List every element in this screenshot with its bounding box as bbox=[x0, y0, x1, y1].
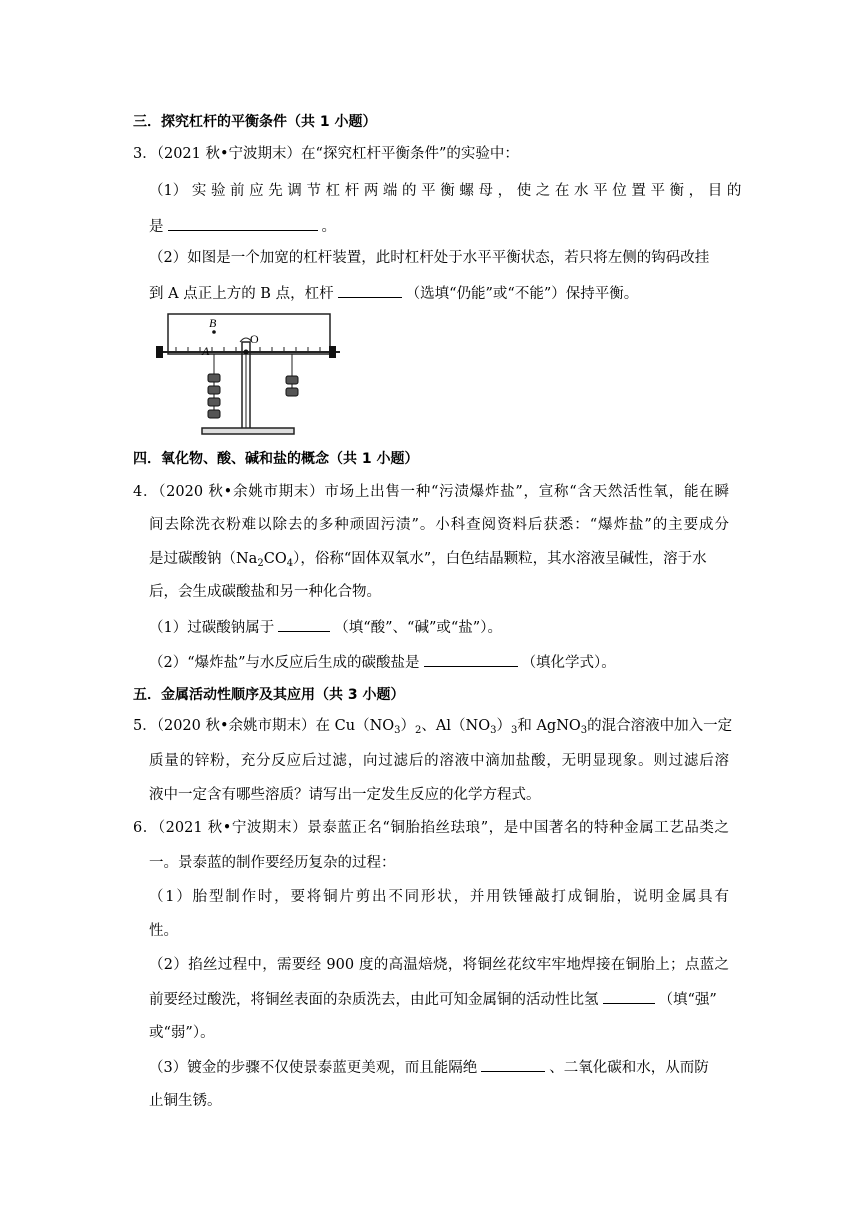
q5-l1-e: 和 AgNO bbox=[517, 718, 581, 734]
q4-line1: 4．（2020 秋•余姚市期末）市场上出售一种“污渍爆炸盐”，宣称“含天然活性氧，能在瞬 bbox=[133, 484, 729, 500]
section-title-lever: 三．探究杠杆的平衡条件（共 1 小题） bbox=[133, 114, 377, 130]
q3-part1-prefix: 是 bbox=[149, 219, 164, 235]
q3-part2-prefix: 到 A 点正上方的 B 点，杠杆 bbox=[149, 286, 334, 302]
q4-part1-prefix: （1）过碳酸钠属于 bbox=[149, 620, 275, 636]
q3-part1-line1: （1） 实 验 前 应 先 调 节 杠 杆 两 端 的 平 衡 螺 母 ， 使 之 在 水 平 位 置 平 衡 ， 目 的 bbox=[149, 183, 742, 199]
q5-l1-d: ） bbox=[496, 718, 511, 734]
left-weights bbox=[208, 374, 220, 418]
q3-part2-line1: （2）如图是一个加宽的杠杆装置，此时杠杆处于水平平衡状态，若只将左侧的钩码改挂 bbox=[149, 250, 710, 266]
stand-base bbox=[202, 428, 294, 434]
q4-part1-suffix: （填“酸”、“碱”或“盐”）。 bbox=[334, 620, 502, 636]
q6-part3-suffix: 、二氧化碳和水，从而防 bbox=[549, 1060, 709, 1076]
q6-answer-blank-2[interactable] bbox=[481, 1057, 545, 1072]
q4-answer-blank-1[interactable] bbox=[278, 617, 330, 632]
point-b-dot bbox=[212, 330, 216, 334]
q3-part2-line2 bbox=[149, 283, 638, 304]
label-o: O bbox=[250, 332, 259, 346]
q3-stem: 3．（2021 秋•宁波期末）在“探究杠杆平衡条件”的实验中： bbox=[133, 146, 519, 162]
label-a: A bbox=[202, 344, 210, 358]
section-title-oxides: 四．氧化物、酸、碱和盐的概念（共 1 小题） bbox=[133, 451, 419, 467]
lever-frame bbox=[168, 314, 330, 354]
q5-sub-5: 3 bbox=[580, 725, 588, 736]
balance-nut-left bbox=[156, 346, 163, 358]
q6-answer-blank-1[interactable] bbox=[603, 989, 655, 1004]
q4-sub-2: 2 bbox=[257, 558, 264, 569]
right-weights bbox=[286, 376, 298, 396]
q6-part3-line1 bbox=[149, 1057, 709, 1078]
q5-line1 bbox=[133, 716, 732, 736]
q5-sub-1: 3 bbox=[394, 725, 401, 736]
q4-line3 bbox=[149, 549, 707, 569]
q5-l1-c: 、Al（NO bbox=[421, 718, 491, 734]
q3-part2-suffix: （选填“仍能”或“不能”）保持平衡。 bbox=[405, 286, 639, 302]
q3-answer-blank-1[interactable] bbox=[168, 216, 318, 231]
q6-part2-line1: （2）掐丝过程中，需要经 900 度的高温焙烧，将铜丝花纹牢牢地焊接在铜胎上；点蓝之 bbox=[149, 957, 729, 973]
q5-l1-a: 5．（2020 秋•余姚市期末）在 Cu（NO bbox=[133, 718, 395, 734]
q3-answer-blank-2[interactable] bbox=[338, 283, 402, 298]
q4-part2-prefix: （2）“爆炸盐”与水反应后生成的碳酸盐是 bbox=[149, 655, 420, 671]
lever-figure bbox=[150, 312, 350, 438]
q5-sub-2: 2 bbox=[415, 725, 422, 736]
q6-part3-prefix: （3）镀金的步骤不仅使景泰蓝更美观，而且能隔绝 bbox=[149, 1060, 478, 1076]
pivot-o bbox=[244, 350, 249, 355]
label-b: B bbox=[209, 316, 217, 330]
q5-l1-b: ） bbox=[400, 718, 416, 734]
q6-line2: 一。景泰蓝的制作要经历复杂的过程： bbox=[149, 855, 396, 871]
q4-part2 bbox=[149, 652, 616, 673]
q6-part1-line2: 性。 bbox=[149, 923, 178, 939]
q5-line2: 质量的锌粉，充分反应后过滤，向过滤后的溶液中滴加盐酸，无明显现象。则过滤后溶 bbox=[149, 753, 729, 769]
q6-line1: 6．（2021 秋•宁波期末）景泰蓝正名“铜胎掐丝珐琅”，是中国著名的特种金属工艺品类之 bbox=[133, 820, 729, 836]
q4-line3-a: 是过碳酸钠（Na bbox=[149, 551, 258, 567]
q4-line3-c: ），俗称“固体双氧水”，白色结晶颗粒，其水溶液呈碱性，溶于水 bbox=[293, 551, 707, 567]
q6-part2-line2 bbox=[149, 989, 717, 1010]
q4-line4: 后，会生成碳酸盐和另一种化合物。 bbox=[149, 584, 381, 600]
q5-sub-4: 3 bbox=[510, 725, 518, 736]
q6-part2-suffix: （填“强” bbox=[658, 992, 717, 1008]
q4-part2-suffix: （填化学式）。 bbox=[521, 655, 616, 671]
q6-part2-line3: 或“弱”）。 bbox=[149, 1025, 215, 1041]
q4-sub-4: 4 bbox=[286, 558, 294, 569]
q5-l1-f: 的混合溶液中加入一定 bbox=[587, 718, 733, 734]
q4-line3-b: CO bbox=[263, 551, 287, 567]
section-title-metals: 五．金属活动性顺序及其应用（共 3 小题） bbox=[133, 687, 405, 703]
q5-line3: 液中一定含有哪些溶质？请写出一定发生反应的化学方程式。 bbox=[149, 787, 541, 803]
q3-part1-suffix: 。 bbox=[321, 219, 336, 235]
q6-part1-line1: （1）胎型制作时，要将铜片剪出不同形状，并用铁锤敲打成铜胎，说明金属具有 bbox=[149, 889, 729, 905]
q5-sub-3: 3 bbox=[490, 725, 497, 736]
q3-part1-line2 bbox=[149, 216, 336, 237]
q6-part2-prefix: 前要经过酸洗，将铜丝表面的杂质洗去，由此可知金属铜的活动性比氢 bbox=[149, 992, 599, 1008]
q6-part3-line2: 止铜生锈。 bbox=[149, 1093, 222, 1109]
q4-part1 bbox=[149, 617, 502, 638]
q4-answer-blank-2[interactable] bbox=[424, 652, 518, 667]
q4-line2: 间去除洗衣粉难以除去的多种顽固污渍”。小科查阅资料后获悉：“爆炸盐”的主要成分 bbox=[149, 517, 729, 533]
balance-nut-right bbox=[329, 346, 336, 358]
